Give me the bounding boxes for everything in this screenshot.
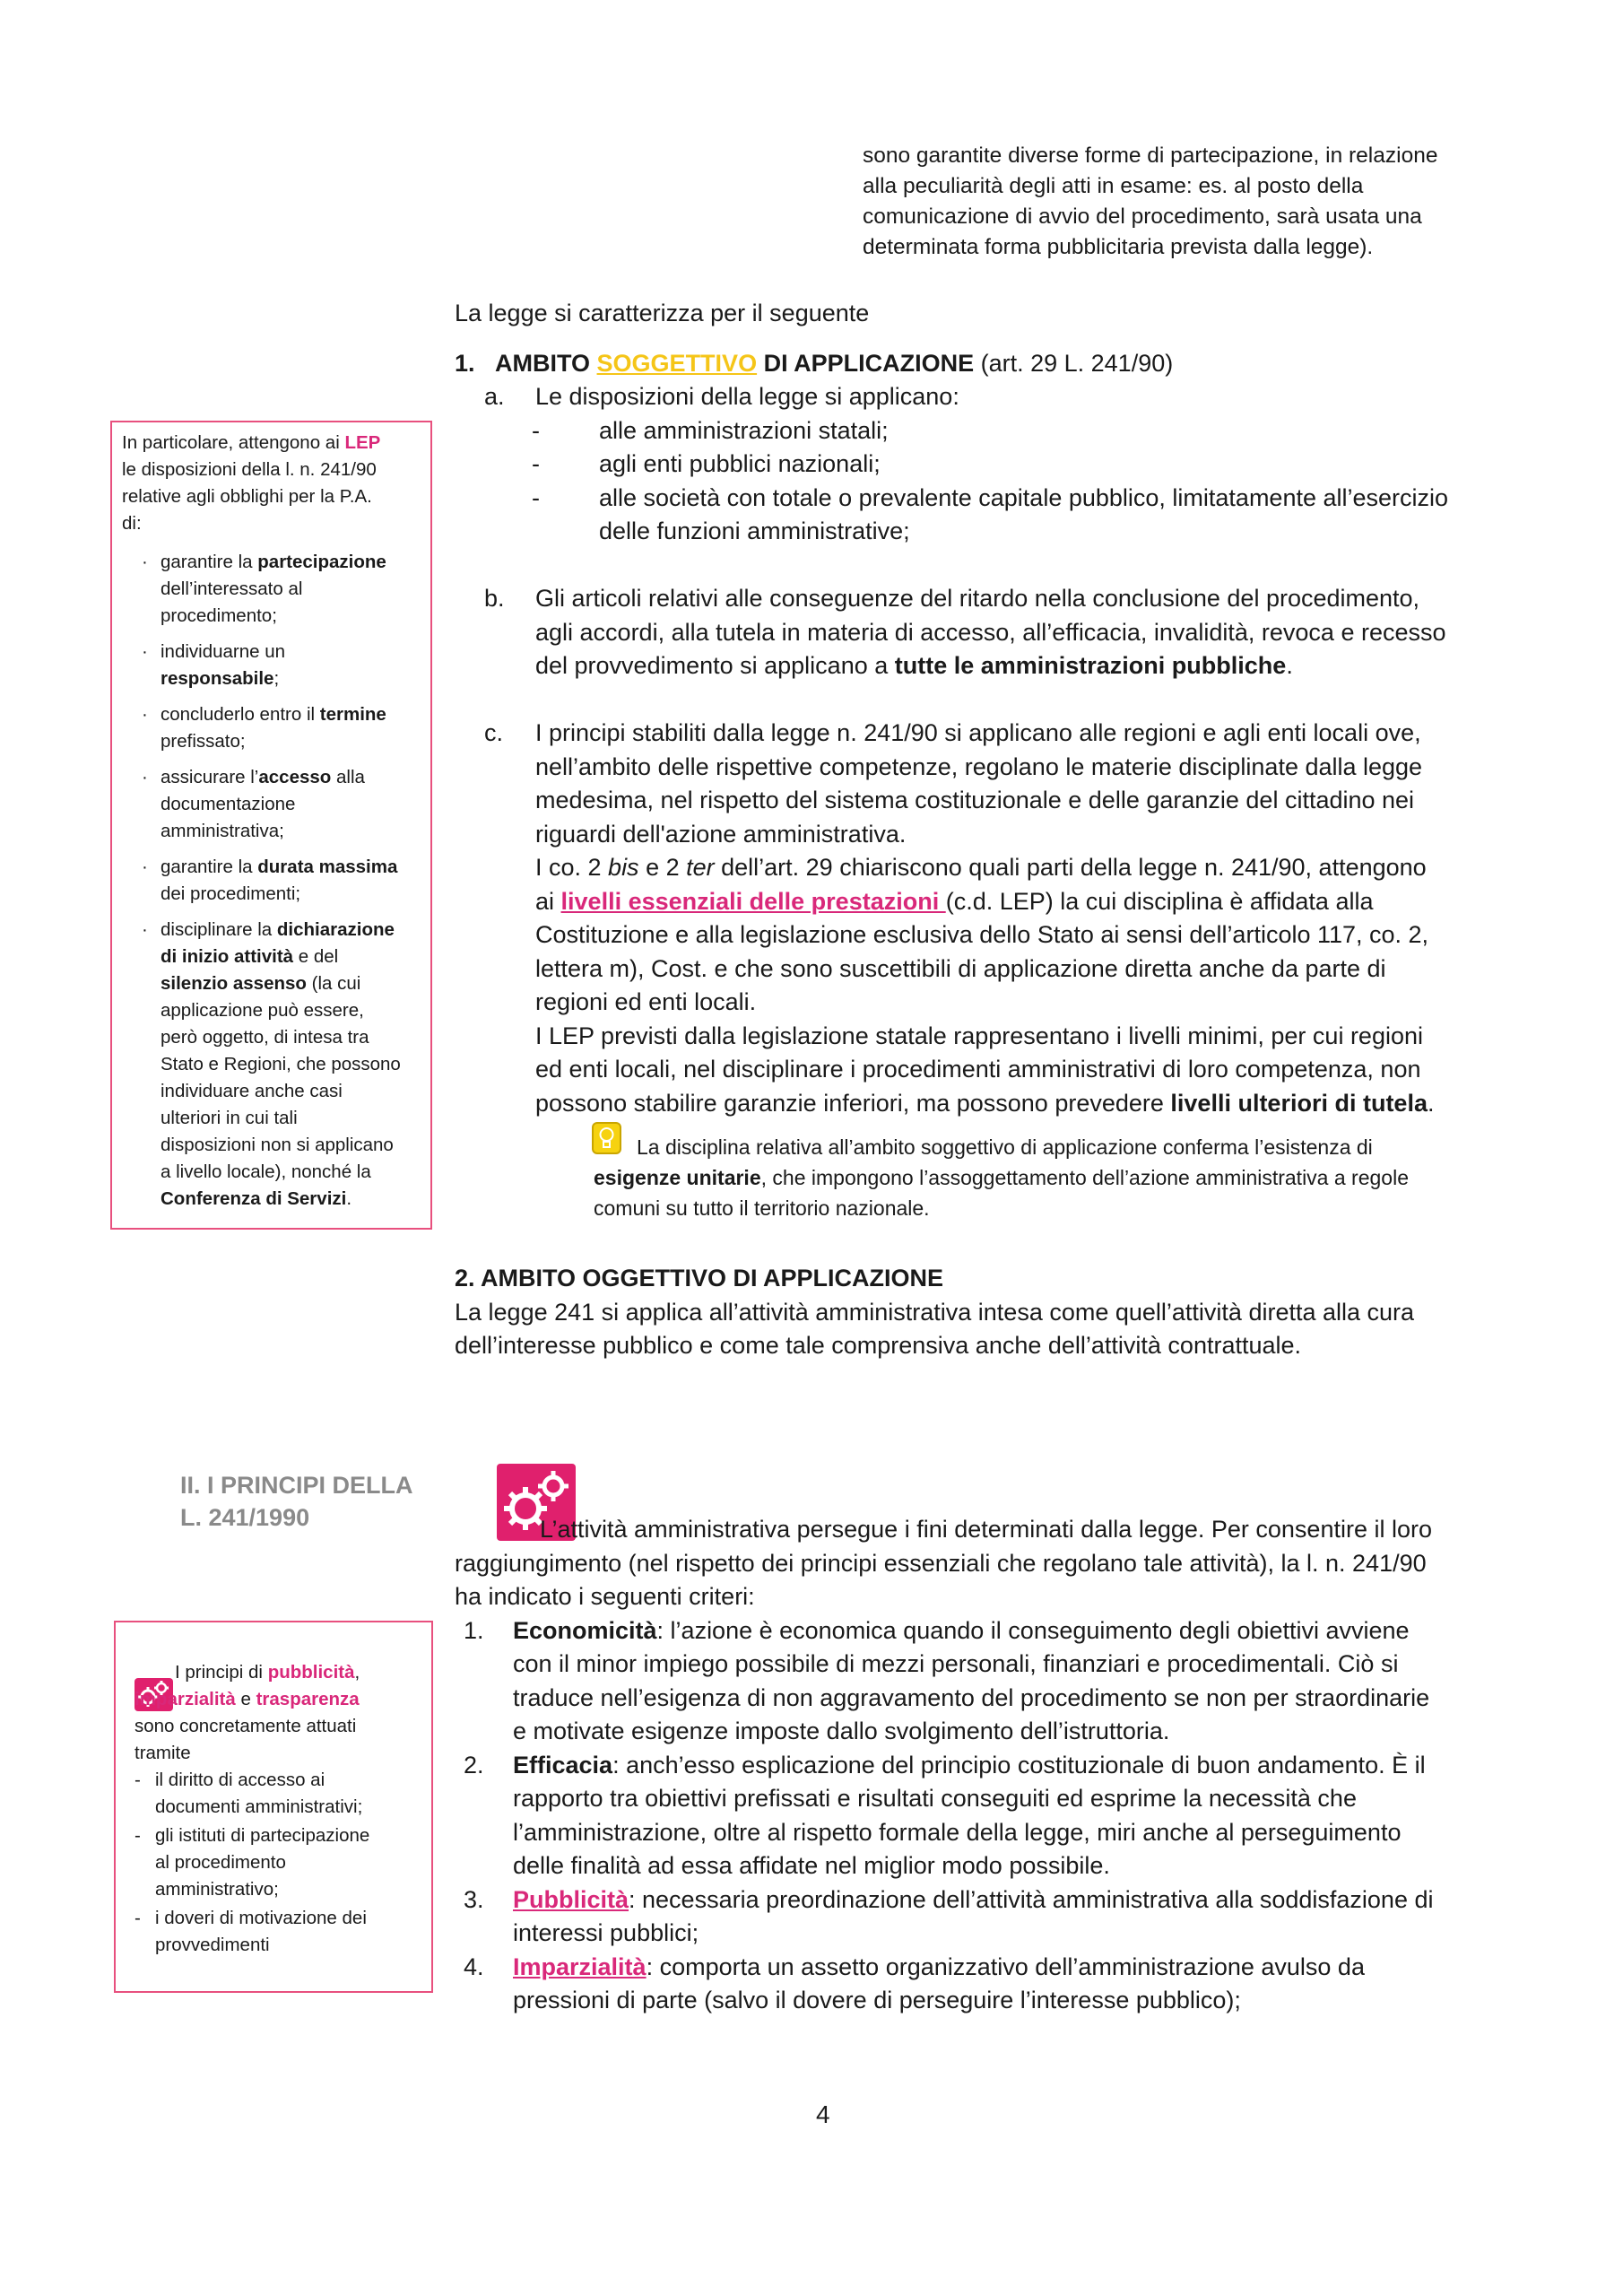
item-c-line-10: I LEP previsti dalla legislazione statale rappresentano i livelli minimi, per cui regioni xyxy=(535,1022,1423,1049)
item-c-line-4: riguardi dell'azione amministrativa. xyxy=(535,820,907,848)
item-c-line-9: regioni ed enti locali. xyxy=(535,988,757,1015)
top-line-3: comunicazione di avvio del procedimento, sarà usata una xyxy=(863,204,1422,229)
page-number: 4 xyxy=(816,2100,830,2128)
item-c-line-11: ed enti locali, nel disciplinare i procedimenti amministrativi di loro competenza, non xyxy=(535,1056,1421,1083)
item-c-line-12: possono stabilire garanzie inferiori, ma possono prevedere livelli ulteriori di tutela. xyxy=(535,1089,1435,1117)
item-c-marker: c. xyxy=(484,719,504,746)
item-c-line-2: nell’ambito delle rispettive competenze, regolano le materie disciplinate dalla legge xyxy=(535,752,1423,780)
lep-bullet-3: · concluderlo entro il termine prefissato; xyxy=(142,704,386,752)
lep-bullet-2: · individuarne un responsabile; xyxy=(142,641,286,689)
lep-label: LEP xyxy=(344,432,381,453)
lep-bullet-5: · garantire la durata massima dei procedimenti; xyxy=(142,857,398,904)
item-a-text: Le disposizioni della legge si applicano: xyxy=(535,383,959,410)
item-b xyxy=(484,582,1524,683)
principle-1: 1. Economicità: l’azione è economica quando il conseguimento degli obiettivi avviene con il minor impiego possibile di mezzi personali, finanziari e procedimentali. Ciò si traduce nell’esigenza di non aggravamento del procedimento se non per straordinarie e motivate esigenze imposte dallo svolgimento dell’istruttoria. xyxy=(464,1616,1430,1744)
principles xyxy=(455,1513,1531,2018)
item-c-line-7: Costituzione e alla legislazione esclusiva dello Stato ai sensi dell’articolo 117, co. 2, xyxy=(535,921,1429,948)
item-b-line-3-post: . xyxy=(1286,652,1293,679)
item-c xyxy=(484,717,1524,1120)
lep-link[interactable]: livelli essenziali delle prestazioni xyxy=(560,887,946,915)
item-a-sub-3: alle società con totale o prevalente capitale pubblico, limitatamente all’esercizio xyxy=(599,483,1449,511)
top-line-2: alla peculiarità degli atti in esame: es. al posto della xyxy=(863,174,1364,198)
item-c-line-1: I principi stabiliti dalla legge n. 241/90 si applicano alle regioni e agli enti locali ove, xyxy=(535,719,1421,746)
item-b-marker: b. xyxy=(484,585,505,612)
item-b-line-1: Gli articoli relativi alle conseguenze del ritardo nella conclusione del procedimento, xyxy=(535,585,1420,612)
principle-4-label[interactable]: Imparzialità xyxy=(513,1952,647,1980)
principles-intro-1: L’attività amministrativa persegue i fini determinati dalla legge. Per consentire il loro xyxy=(540,1516,1432,1543)
principi-item-1: - il diritto di accesso ai documenti amministrativi; xyxy=(135,1770,363,1817)
section2-line-1: La legge 241 si applica all’attività amministrativa intesa come quell’attività diretta alla cura xyxy=(455,1298,1415,1326)
item-a: a. Le disposizioni della legge si applicano: - alle amministrazioni statali; - agli enti pubblici nazionali; - alle società con totale o prevalente capitale pubblico, limitatamente all’esercizio delle funzioni amministrative; xyxy=(484,380,1506,549)
item-b-line-3-pre: del provvedimento si applicano a xyxy=(535,652,895,679)
principle-1-label: Economicità xyxy=(513,1616,657,1644)
section1-title-pre: AMBITO xyxy=(495,350,597,377)
top-line-4: determinata forma pubblicitaria prevista dalla legge). xyxy=(863,235,1374,259)
item-c-line-3: medesima, nel rispetto del sistema costituzionale e delle garanzie del cittadino nei xyxy=(535,787,1415,813)
item-b-line-2: agli accordi, alla tutela in materia di accesso, all’efficacia, invalidità, revoca e recesso xyxy=(535,618,1446,646)
principle-3-label[interactable]: Pubblicità xyxy=(513,1885,629,1913)
principle-2-label: Efficacia xyxy=(513,1751,613,1779)
top-continuation xyxy=(863,141,1437,263)
intro-text: La legge si caratterizza per il seguente xyxy=(455,300,870,326)
item-c-line-6: ai livelli essenziali delle prestazioni (c.d. LEP) la cui disciplina è affidata alla xyxy=(535,887,1374,915)
sidebar-principi-content: I principi di pubblicità, imparzialità e trasparenza sono concretamente attuati tramite - il diritto di accesso ai documenti amministrativi; - gli istituti di partecipazione al procedimento amministrativo; - i doveri di motivazione dei provvedimenti xyxy=(135,1659,426,1959)
section2-line-2: dell’interesse pubblico e come tale comprensiva anche dell’attività contrattuale. xyxy=(455,1332,1302,1359)
sidebar-lep-content: In particolare, attengono ai LEP le disposizioni della l. n. 241/90 relative agli obblighi per la P.A. di: · garantire la partecipazione dell’interessato al procedimento; · individuarne un responsabile; · concluderlo entro il termine prefissato; · assicurare l’accesso alla documentazione amministrativa; · garantire la durata massima dei procedimenti; · disciplinare la dichiarazione di inizio attività e del silenzio assenso (la cui applicazione può essere, però oggetto, di intesa tra Stato e Regioni, che possono individuare anche casi ulteriori in cui tali disposizioni non si applicano a livello locale), nonché la Conferenza di Servizi. xyxy=(122,430,427,1213)
item-a-sub-3-cont: delle funzioni amministrative; xyxy=(599,517,910,544)
principi-item-2: - gli istituti di partecipazione al procedimento amministrativo; xyxy=(135,1825,370,1900)
section2 xyxy=(455,1262,1531,1363)
item-c-line-8: lettera m), Cost. e che sono suscettibili di applicazione diretta anche da parte di xyxy=(535,954,1386,982)
note-line-3: comuni su tutto il territorio nazionale. xyxy=(594,1196,930,1220)
item-a-sub-2: agli enti pubblici nazionali; xyxy=(599,450,881,477)
lep-bullet-4: · assicurare l’accesso alla documentazione amministrativa; xyxy=(142,767,365,841)
section1-title-post: DI APPLICAZIONE xyxy=(757,350,975,377)
section1-heading xyxy=(455,347,1173,381)
section1-ref: (art. 29 L. 241/90) xyxy=(974,350,1174,377)
top-line-1: sono garantite diverse forme di partecipazione, in relazione xyxy=(863,144,1438,168)
item-b-line-3-bold: tutte le amministrazioni pubbliche xyxy=(894,652,1287,679)
note-line-2: , che impongono l’assoggettamento dell’azione amministrativa a regole xyxy=(760,1166,1409,1189)
principle-4: 4. Imparzialità: comporta un assetto organizzativo dell’amministrazione avulso da pressioni di parte (salvo il dovere di perseguire l’interesse pubblico); xyxy=(464,1952,1365,2013)
note-box xyxy=(594,1132,1409,1223)
section2-title: 2. AMBITO OGGETTIVO DI APPLICAZIONE xyxy=(455,1265,944,1292)
principle-2: 2. Efficacia: anch’esso esplicazione del principio costituzionale di buon andamento. È il rapporto tra obiettivi prefissati e risultati conseguiti ed esprime la necessità che l’amministrazione, oltre al rispetto formale della legge, miri anche al perseguimento delle finalità ad essa affidate nel miglior modo possibile. xyxy=(464,1751,1426,1879)
principi-item-3: - i doveri di motivazione dei provvedimenti xyxy=(135,1908,367,1955)
section-ii-heading xyxy=(180,1469,413,1534)
item-a-sub-1: alle amministrazioni statali; xyxy=(599,416,889,444)
principle-3: 3. Pubblicità: necessaria preordinazione dell’attività amministrativa alla soddisfazione di interessi pubblici; xyxy=(464,1885,1434,1946)
item-c-line-5: I co. 2 bis e 2 ter dell’art. 29 chiariscono quali parti della legge n. 241/90, attengono xyxy=(535,854,1427,881)
item-a-marker: a. xyxy=(484,383,505,410)
principles-intro-2: raggiungimento (nel rispetto dei principi essenziali che regolano tale attività), la l. n. 241/90 xyxy=(455,1549,1427,1577)
section-ii-heading-line-2: L. 241/1990 xyxy=(180,1504,310,1531)
principles-intro-3: ha indicato i seguenti criteri: xyxy=(455,1583,755,1610)
section1-highlight: SOGGETTIVO xyxy=(596,350,758,377)
section-ii-heading-line-1: II. I PRINCIPI DELLA xyxy=(180,1472,413,1499)
lep-bullet-1: · garantire la partecipazione dell’interessato al procedimento; xyxy=(142,552,386,626)
lep-bullet-6: · disciplinare la dichiarazione di inizio attività e del silenzio assenso (la cui applicazione può essere, però oggetto, di intesa tra Stato e Regioni, che possono individuare anche casi ulteriori in cui tali disposizioni non si applicano a livello locale), nonché la Conferenza di Servizi. xyxy=(142,919,401,1209)
note-line-1: La disciplina relativa all’ambito soggettivo di applicazione conferma l’esistenza di xyxy=(637,1135,1373,1159)
note-bold: esigenze unitarie xyxy=(594,1166,761,1189)
section1-number: 1. xyxy=(455,350,475,377)
